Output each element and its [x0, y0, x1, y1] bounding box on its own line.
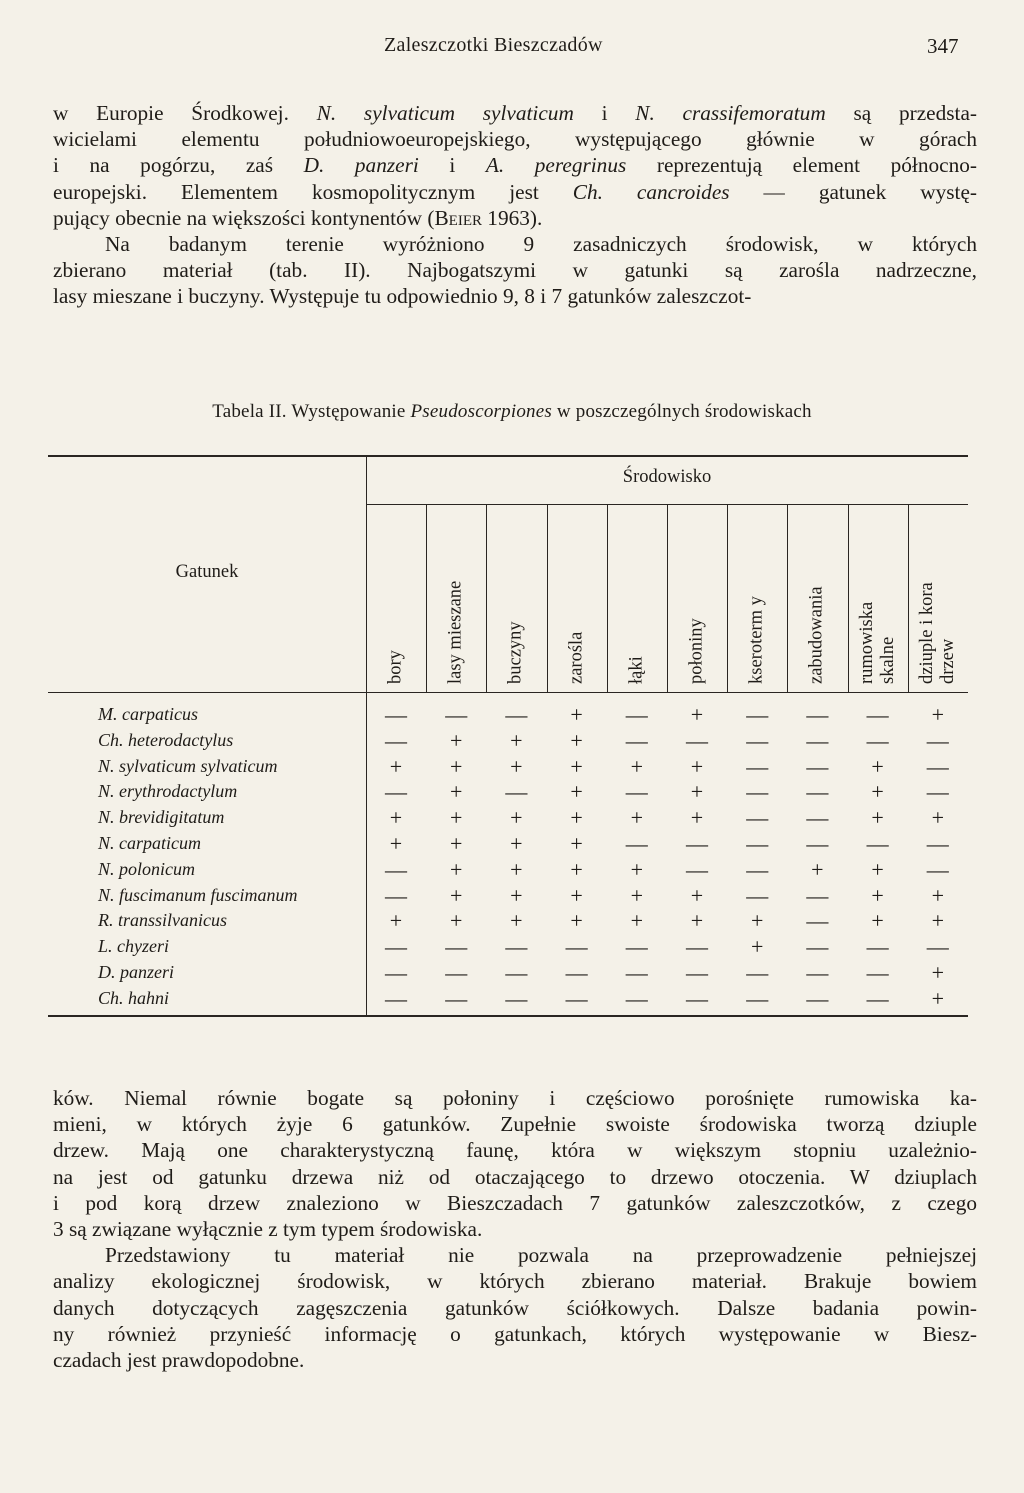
column-label-line: drzew	[937, 638, 958, 684]
occurrence-cell: +	[449, 908, 463, 934]
occurrence-cell: —	[806, 934, 829, 960]
environment-group-header: Środowisko	[622, 467, 712, 487]
table-row	[48, 833, 968, 859]
occurrence-cell: +	[449, 856, 463, 882]
occurrence-cell: —	[625, 985, 648, 1011]
occurrence-cell: —	[445, 934, 468, 960]
text-line	[53, 1242, 977, 1268]
occurrence-cell: —	[385, 985, 407, 1011]
text-run: czadach jest prawdopodobne.	[53, 1347, 305, 1372]
occurrence-cell: +	[449, 727, 463, 753]
table-row	[48, 807, 968, 833]
text-run: na jest od gatunku drzewa niż od otaczającego to drzewo otoczenia. W dziuplach	[53, 1164, 977, 1189]
environment-column-header	[787, 504, 847, 692]
occurrence-cell: +	[871, 882, 884, 908]
column-label-line: zabudowania	[806, 586, 827, 684]
environment-column-header	[607, 504, 667, 692]
table-row	[48, 704, 968, 730]
occurrence-cell: —	[806, 908, 829, 934]
occurrence-cell: +	[871, 856, 884, 882]
occurrence-cell: +	[570, 856, 583, 882]
occurrence-cell: +	[630, 882, 643, 908]
species-name: N. sylvaticum sylvaticum	[98, 755, 278, 776]
italic-taxon: Ch. cancroides	[572, 179, 730, 204]
occurrence-cell: +	[449, 882, 463, 908]
occurrence-cell: —	[746, 753, 769, 779]
column-label-line: kseroterm y	[746, 596, 767, 684]
occurrence-cell: +	[931, 908, 944, 934]
environment-column-header	[848, 504, 908, 692]
occurrence-cell: —	[746, 985, 769, 1011]
occurrence-cell: +	[931, 702, 944, 727]
occurrence-cell: —	[806, 805, 829, 831]
column-label-line: łąki	[626, 656, 647, 684]
species-name: D. panzeri	[98, 962, 174, 982]
occurrence-cell: —	[746, 882, 769, 908]
caption-prefix: Tabela II. Występowanie	[212, 401, 411, 422]
occurrence-cell: —	[505, 934, 528, 960]
species-column-header: Gatunek	[175, 562, 239, 582]
italic-taxon: N. sylvaticum sylvaticum	[316, 101, 574, 125]
species-name: L. chyzeri	[98, 936, 169, 957]
occurrence-cell: +	[389, 908, 403, 934]
occurrence-cell: —	[926, 856, 949, 882]
species-name: N. carpaticum	[98, 833, 201, 853]
column-label-line: zarośla	[566, 631, 587, 684]
occurrence-cell: —	[806, 882, 829, 908]
occurrence-cell: +	[931, 805, 944, 831]
text-run: analizy ekologicznej środowisk, w których zbierano materiał. Brakuje bowiem	[53, 1269, 977, 1294]
text-line	[53, 126, 977, 152]
occurrence-cell: +	[389, 831, 403, 856]
occurrence-cell: +	[570, 882, 583, 908]
caption-suffix: w poszczególnych środowiskach	[551, 401, 812, 422]
occurrence-cell: —	[445, 985, 468, 1011]
occurrence-cell: —	[926, 934, 949, 960]
text-line	[53, 179, 977, 205]
occurrence-cell: +	[931, 882, 944, 908]
column-label	[747, 596, 768, 684]
occurrence-cell: +	[750, 934, 764, 960]
occurrence-cell: —	[806, 753, 829, 779]
occurrence-cell: +	[871, 753, 884, 779]
column-divider	[727, 504, 728, 692]
column-label	[566, 632, 587, 684]
text-run: są przedsta-	[825, 101, 978, 125]
column-label	[506, 621, 527, 684]
species-name: Ch. hahni	[98, 987, 170, 1008]
occurrence-cell: +	[690, 882, 704, 908]
caption-taxon: Pseudoscorpiones	[410, 401, 552, 422]
occurrence-cell: —	[746, 856, 769, 882]
occurrence-cell: +	[931, 985, 944, 1011]
occurrence-cell: +	[510, 805, 523, 831]
text-line	[53, 257, 977, 283]
occurrence-cell: —	[746, 779, 769, 805]
environment-column-header	[426, 504, 486, 692]
column-divider	[848, 504, 849, 692]
text-run: europejski. Elementem kosmopolitycznym jest	[53, 179, 573, 204]
occurrence-cell: +	[690, 805, 704, 831]
italic-taxon: D. panzeri	[303, 153, 419, 178]
table-row	[48, 856, 968, 885]
occurrence-cell: —	[625, 727, 648, 753]
table-top-rule	[48, 455, 968, 457]
text-run: wicielami elementu południowoeuropejskiego, występującego głównie w górach	[53, 127, 977, 152]
occurrence-cell: —	[505, 985, 528, 1011]
occurrence-cell: —	[625, 702, 648, 727]
column-label	[857, 602, 899, 684]
text-run: w Europie Środkowej.	[53, 101, 317, 125]
occurrence-cell: +	[389, 805, 403, 831]
column-label-line: buczyny	[505, 621, 526, 684]
occurrence-cell: —	[385, 882, 407, 908]
occurrence-cell: —	[625, 934, 648, 960]
occurrence-cell: —	[505, 702, 528, 727]
occurrence-cell: —	[565, 934, 588, 960]
column-divider	[667, 504, 668, 692]
text-line	[53, 1216, 977, 1242]
occurrence-cell: —	[806, 727, 829, 753]
environment-column-header	[908, 504, 968, 692]
column-label-line: lasy mieszane	[445, 580, 466, 684]
occurrence-cell: —	[445, 960, 468, 985]
environment-column-header	[366, 504, 426, 692]
column-label-line: bory	[385, 650, 406, 684]
table-row	[48, 727, 968, 756]
column-label-line: dziuple i kora	[916, 582, 937, 684]
occurrence-cell: +	[570, 753, 583, 779]
text-run: 3 są związane wyłącznie z tym typem środowiska.	[53, 1216, 483, 1241]
running-header	[0, 34, 1024, 64]
occurrence-cell: +	[570, 727, 583, 753]
text-line	[53, 1347, 977, 1373]
occurrence-cell: —	[746, 805, 769, 831]
occurrence-cell: —	[866, 960, 889, 985]
occurrence-cell: —	[866, 831, 889, 856]
occurrence-cell: +	[690, 753, 704, 779]
occurrence-cell: —	[806, 831, 829, 856]
occurrence-cell: —	[385, 960, 407, 985]
text-run: lasy mieszane i buczyny. Występuje tu odpowiednio 9, 8 i 7 gatunków zaleszczot-	[53, 284, 752, 309]
occurrence-cell: —	[625, 779, 648, 805]
occurrence-cell: —	[926, 753, 949, 779]
occurrence-cell: —	[505, 960, 528, 985]
occurrence-cell: +	[871, 805, 884, 831]
occurrence-cell: —	[926, 727, 949, 753]
table-row	[48, 753, 968, 782]
species-name: N. erythrodactylum	[98, 781, 238, 802]
text-run: mieni, w których żyje 6 gatunków. Zupełnie swoiste środowiska tworzą dziuple	[53, 1112, 977, 1137]
table-row	[48, 962, 968, 988]
occurrence-cell: —	[866, 702, 889, 727]
species-name: N. polonicum	[98, 858, 195, 879]
occurrence-cell: —	[806, 960, 829, 985]
occurrence-cell: —	[746, 831, 769, 856]
occurrence-cell: +	[931, 960, 944, 985]
occurrence-cell: —	[686, 831, 708, 856]
text-run: ków. Niemal równie bogate są połoniny i częściowo porośnięte rumowiska ka-	[53, 1086, 977, 1110]
occurrence-cell: +	[449, 831, 463, 856]
occurrence-cell: +	[630, 753, 643, 779]
table-row	[48, 882, 968, 911]
italic-taxon: A. peregrinus	[485, 153, 627, 178]
author-citation: Beier	[434, 205, 482, 230]
occurrence-cell: —	[686, 934, 708, 960]
occurrence-cell: +	[510, 727, 523, 753]
column-label	[807, 586, 828, 684]
occurrence-cell: —	[746, 702, 769, 727]
text-run: Na badanym terenie wyróżniono 9 zasadniczych środowisk, w których	[105, 231, 977, 256]
column-label	[386, 650, 407, 684]
text-run: reprezentują element północno-	[626, 153, 977, 178]
occurrence-cell: —	[746, 727, 769, 753]
occurrence-cell: +	[449, 805, 463, 831]
occurrence-cell: —	[806, 779, 829, 805]
occurrence-table	[48, 455, 968, 1020]
text-line	[53, 1085, 977, 1111]
occurrence-cell: +	[811, 856, 824, 882]
occurrence-cell: +	[449, 779, 463, 805]
text-run: 1963).	[481, 205, 543, 230]
species-name: N. brevidigitatum	[98, 807, 225, 828]
occurrence-cell: —	[686, 960, 708, 985]
occurrence-cell: —	[926, 779, 949, 805]
occurrence-cell: —	[686, 856, 708, 882]
occurrence-cell: +	[570, 779, 583, 805]
occurrence-cell: —	[866, 934, 889, 960]
text-line	[53, 205, 977, 231]
text-line	[53, 231, 977, 257]
table-row	[48, 910, 968, 936]
occurrence-cell: —	[686, 727, 708, 753]
text-line	[53, 152, 977, 178]
text-run: i	[573, 101, 636, 125]
column-divider	[426, 504, 427, 692]
text-line	[53, 1190, 977, 1216]
text-run: pujący obecnie na większości kontynentów (	[53, 205, 435, 230]
text-line	[53, 1111, 977, 1137]
occurrence-cell: +	[690, 779, 704, 805]
column-divider	[486, 504, 487, 692]
table-bottom-rule	[48, 1015, 968, 1017]
column-divider	[787, 504, 788, 692]
occurrence-cell: +	[510, 753, 523, 779]
environment-column-header	[547, 504, 607, 692]
column-label	[687, 618, 708, 684]
text-run: zbierano materiał (tab. II). Najbogatszymi w gatunki są zarośla nadrzeczne,	[53, 258, 977, 283]
environment-column-header	[667, 504, 727, 692]
occurrence-cell: +	[510, 856, 523, 882]
running-title: Zaleszczotki Bieszczadów	[384, 34, 603, 56]
occurrence-cell: —	[866, 985, 889, 1011]
text-line	[53, 1295, 977, 1321]
column-label-line: rumowiska	[856, 601, 877, 684]
environment-column-header	[727, 504, 787, 692]
occurrence-cell: —	[565, 960, 588, 985]
text-run: drzew. Mają one charakterystyczną faunę, która w większym stopniu uzależnio-	[53, 1138, 977, 1163]
column-label	[917, 582, 959, 684]
text-run: Przedstawiony tu materiał nie pozwala na przeprowadzenie pełniejszej	[105, 1243, 977, 1268]
occurrence-cell: +	[510, 882, 523, 908]
column-label	[446, 581, 467, 684]
text-run: — gatunek wystę-	[729, 179, 977, 204]
text-line	[53, 283, 977, 309]
species-name: Ch. heterodactylus	[98, 729, 234, 750]
text-run: i na pogórzu, zaś	[53, 153, 304, 178]
occurrence-cell: —	[505, 779, 528, 805]
occurrence-cell: —	[866, 727, 889, 753]
occurrence-cell: +	[871, 908, 884, 934]
text-line	[53, 1321, 977, 1347]
occurrence-cell: +	[449, 753, 463, 779]
species-name: M. carpaticus	[98, 704, 198, 724]
column-divider	[547, 504, 548, 692]
table-caption	[0, 401, 1024, 423]
occurrence-cell: —	[385, 727, 407, 753]
occurrence-cell: +	[570, 702, 583, 727]
occurrence-cell: —	[625, 960, 648, 985]
text-run: ny również przynieść informację o gatunkach, których występowanie w Biesz-	[53, 1321, 977, 1346]
occurrence-cell: —	[806, 985, 829, 1011]
occurrence-cell: —	[926, 831, 949, 856]
italic-taxon: N. crassifemoratum	[635, 101, 826, 125]
occurrence-cell: —	[385, 934, 407, 960]
occurrence-cell: +	[690, 908, 704, 934]
text-line	[53, 1164, 977, 1190]
column-divider	[607, 504, 608, 692]
occurrence-cell: —	[385, 702, 407, 727]
occurrence-cell: +	[570, 831, 583, 856]
occurrence-cell: —	[625, 831, 648, 856]
occurrence-cell: +	[690, 702, 704, 727]
table-row	[48, 936, 968, 962]
occurrence-cell: +	[510, 831, 523, 856]
species-name: R. transsilvanicus	[98, 910, 227, 931]
occurrence-cell: +	[750, 908, 764, 934]
occurrence-cell: —	[385, 779, 407, 805]
intro-paragraph	[53, 100, 977, 310]
table-row	[48, 985, 968, 1014]
table-header-rule	[48, 692, 968, 693]
page-number: 347	[927, 34, 959, 58]
occurrence-cell: +	[630, 908, 643, 934]
text-line	[53, 1268, 977, 1294]
occurrence-cell: —	[445, 702, 468, 727]
occurrence-cell: +	[630, 856, 643, 882]
text-run: i	[418, 153, 486, 178]
species-name: N. fuscimanum fuscimanum	[98, 884, 298, 905]
text-run: danych dotyczących zagęszczenia gatunków ściółkowych. Dalsze badania powin-	[53, 1295, 977, 1320]
occurrence-cell: —	[746, 960, 769, 985]
occurrence-cell: —	[385, 856, 407, 882]
outro-paragraph	[53, 1085, 977, 1373]
text-line	[53, 1137, 977, 1163]
environment-column-header	[486, 504, 546, 692]
text-line	[53, 100, 977, 126]
column-divider	[908, 504, 909, 692]
occurrence-cell: +	[871, 779, 884, 805]
occurrence-cell: —	[806, 702, 829, 727]
occurrence-cell: —	[686, 985, 708, 1011]
column-label-line: połoniny	[686, 618, 707, 684]
text-run: i pod korą drzew znaleziono w Bieszczadach 7 gatunków zaleszczotków, z czego	[53, 1190, 977, 1215]
occurrence-cell: +	[570, 805, 583, 831]
table-row	[48, 781, 968, 807]
column-label	[626, 656, 647, 684]
occurrence-cell: —	[565, 985, 588, 1011]
occurrence-cell: +	[570, 908, 583, 934]
occurrence-cell: +	[389, 753, 403, 779]
occurrence-cell: +	[630, 805, 643, 831]
occurrence-cell: +	[510, 908, 523, 934]
column-label-line: skalne	[877, 636, 898, 684]
